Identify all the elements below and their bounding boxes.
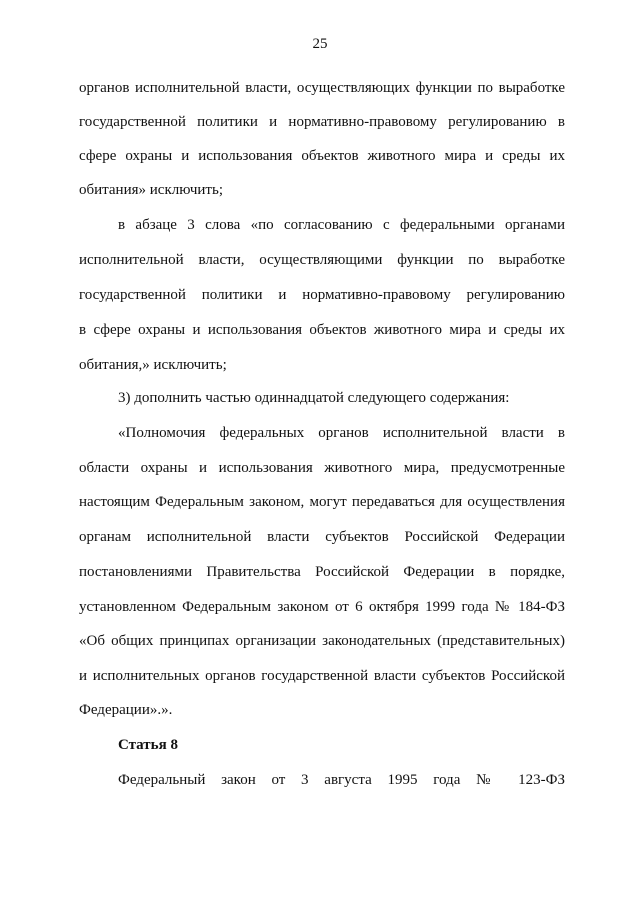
text-line: государственной политики и нормативно-правовому регулированию: [79, 287, 565, 303]
text-line: обитания» исключить;: [79, 182, 223, 198]
text-line: сфере охраны и использования объектов животного мира и среды их: [79, 148, 565, 164]
article-heading: Статья 8: [118, 737, 178, 753]
text-line: области охраны и использования животного мира, предусмотренные: [79, 460, 565, 476]
text-line: «Полномочия федеральных органов исполнительной власти в: [118, 425, 565, 441]
text-line: «Об общих принципах организации законодательных (представительных): [79, 633, 565, 649]
text-line: Федеральный закон от 3 августа 1995 года № 123-ФЗ: [118, 772, 565, 788]
page-number: 25: [312, 36, 328, 52]
text-line: органам исполнительной власти субъектов Российской Федерации: [79, 529, 565, 545]
text-line: постановлениями Правительства Российской Федерации в порядке,: [79, 564, 565, 580]
text-line: в абзаце 3 слова «по согласованию с федеральными органами: [118, 217, 565, 233]
text-line: органов исполнительной власти, осуществляющих функции по выработке: [79, 80, 565, 96]
text-line: в сфере охраны и использования объектов животного мира и среды их: [79, 322, 565, 338]
text-line: и исполнительных органов государственной власти субъектов Российской: [79, 668, 565, 684]
text-line: исполнительной власти, осуществляющими функции по выработке: [79, 252, 565, 268]
text-line: государственной политики и нормативно-правовому регулированию в: [79, 114, 565, 130]
text-line: настоящим Федеральным законом, могут передаваться для осуществления: [79, 494, 565, 510]
text-line: обитания,» исключить;: [79, 357, 227, 373]
text-line: Федерации».».: [79, 702, 173, 718]
text-line: установленном Федеральным законом от 6 октября 1999 года № 184-ФЗ: [79, 599, 565, 615]
text-line: 3) дополнить частью одиннадцатой следующего содержания:: [118, 390, 510, 406]
